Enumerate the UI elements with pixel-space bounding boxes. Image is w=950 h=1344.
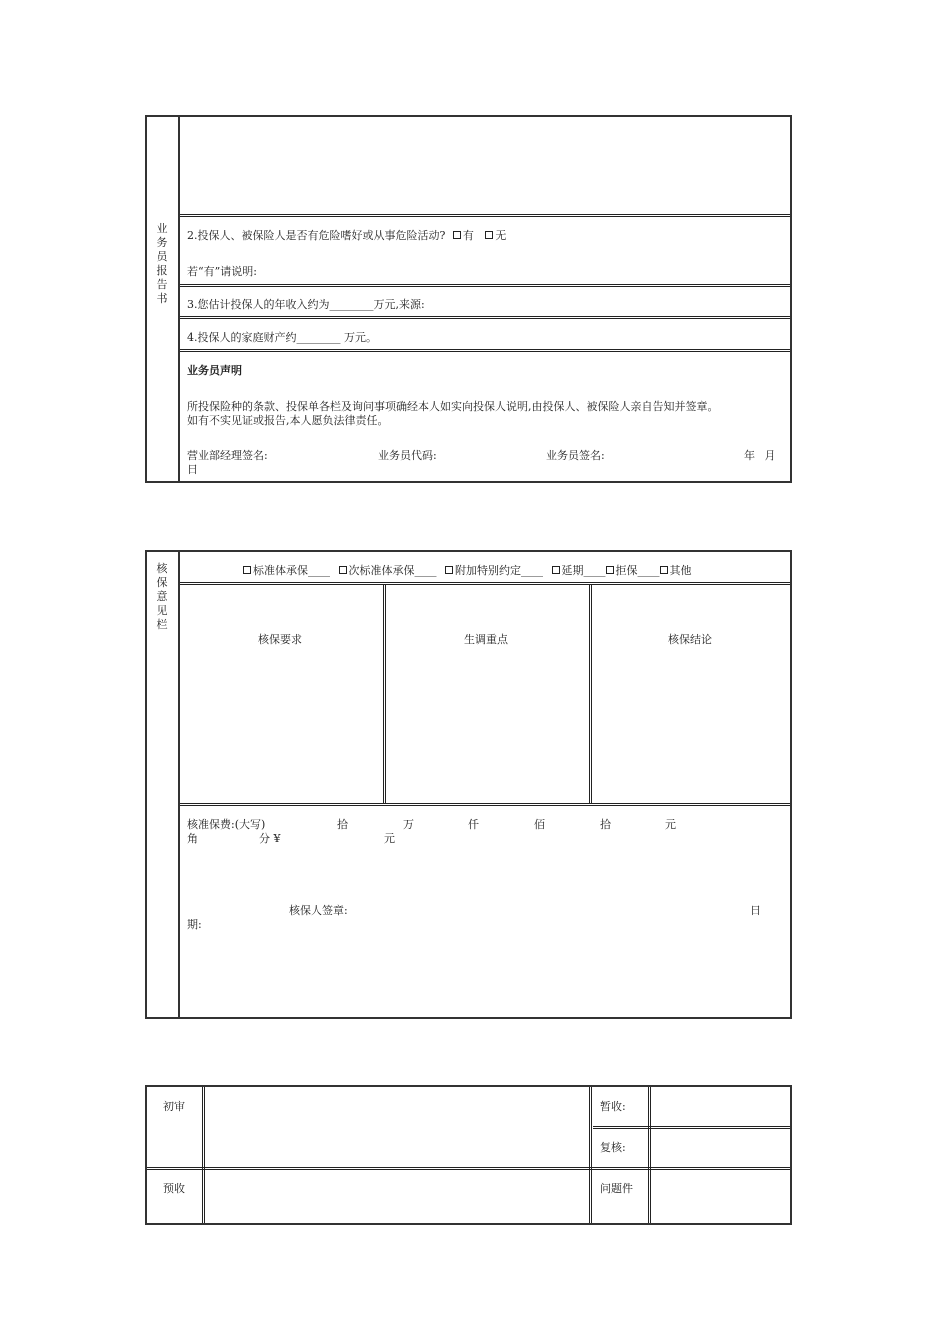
row-divider [180, 316, 790, 317]
col-divider [650, 1087, 651, 1223]
row-divider [147, 1169, 790, 1170]
agent-report-label: 业务员报告书 [156, 222, 168, 305]
decision-options [243, 562, 692, 578]
row-divider [180, 318, 790, 319]
agent-signature-label: 业务员签名: [546, 449, 605, 462]
recheck-label: 复核: [600, 1141, 626, 1154]
unit-wan: 万 [403, 818, 414, 831]
row-divider [180, 803, 790, 804]
question-3: 3.您估计投保人的年收入约为________万元,来源: [187, 298, 425, 311]
underwriter-signature-label: 核保人签章: [289, 904, 348, 917]
row-divider [147, 1167, 790, 1168]
row-divider [180, 214, 790, 215]
unit-bai: 佰 [534, 818, 545, 831]
option-postpone: 延期____ [561, 564, 606, 577]
option-substandard: 次标准体承保____ [348, 564, 437, 577]
col-divider [591, 584, 592, 804]
review-table [145, 1085, 792, 1225]
unit-shi: 拾 [337, 818, 348, 831]
date-year-month: 年 月 [744, 449, 776, 462]
option-no-label: 无 [495, 229, 507, 242]
option-standard: 标准体承保____ [253, 564, 330, 577]
problem-case-label: 问题件 [600, 1182, 633, 1195]
initial-review-label: 初审 [163, 1100, 185, 1113]
row-divider [180, 286, 790, 287]
col-divider [589, 1087, 590, 1223]
underwriting-conclusion-header: 核保结论 [668, 633, 712, 646]
date-label-b: 期: [187, 918, 202, 931]
unit-fen-yen: 分 ¥ [259, 832, 281, 845]
option-decline: 拒保____ [615, 564, 660, 577]
question-2 [187, 227, 506, 243]
underwriting-label: 核保意见栏 [156, 562, 168, 631]
checkbox-other[interactable] [660, 566, 668, 574]
row-divider [180, 284, 790, 285]
unit-yuan-2: 元 [384, 832, 395, 845]
declaration-title: 业务员声明 [187, 364, 242, 377]
checkbox-substandard[interactable] [339, 566, 347, 574]
investigation-focus-header: 生调重点 [464, 633, 508, 646]
row-divider [593, 1128, 790, 1129]
unit-yuan: 元 [665, 818, 676, 831]
pre-receipt-label: 预收 [163, 1182, 185, 1195]
question-2-explain: 若“有”请说明: [187, 265, 257, 278]
col-divider [383, 584, 384, 804]
declaration-line-1: 所投保险种的条款、投保单各栏及询问事项确经本人如实向投保人说明,由投保人、被保险人亲自告知并签章。 [187, 400, 719, 413]
col-divider [648, 1087, 649, 1223]
agent-code-label: 业务员代码: [378, 449, 437, 462]
approved-premium-label: 核准保费:(大写) [187, 818, 266, 831]
checkbox-standard[interactable] [243, 566, 251, 574]
col-divider [385, 584, 386, 804]
temp-receipt-label: 暂收: [600, 1100, 626, 1113]
checkbox-yes[interactable] [453, 231, 461, 239]
declaration-line-2: 如有不实见证或报告,本人愿负法律责任。 [187, 414, 389, 427]
row-divider [180, 216, 790, 217]
row-divider [180, 584, 790, 585]
checkbox-no[interactable] [485, 231, 493, 239]
question-4: 4.投保人的家庭财产约________ 万元。 [187, 331, 377, 344]
option-other: 其他 [669, 564, 692, 577]
underwriting-section [145, 550, 792, 1019]
row-divider [180, 582, 790, 583]
col-divider [202, 1087, 203, 1223]
row-divider [180, 805, 790, 806]
unit-jiao: 角 [187, 832, 198, 845]
row-divider [593, 1126, 790, 1127]
section2-divider [178, 552, 180, 1018]
section1-divider [178, 117, 180, 482]
checkbox-special-terms[interactable] [445, 566, 453, 574]
unit-shi-2: 拾 [600, 818, 611, 831]
col-divider [591, 1087, 592, 1223]
option-yes-label: 有 [462, 229, 474, 242]
date-day: 日 [187, 463, 198, 476]
row-divider [180, 349, 790, 350]
col-divider [589, 584, 590, 804]
checkbox-postpone[interactable] [552, 566, 560, 574]
row-divider [180, 351, 790, 352]
question-2-text: 2.投保人、被保险人是否有危险嗜好或从事危险活动? [187, 229, 446, 242]
checkbox-decline[interactable] [606, 566, 614, 574]
underwriting-requirements-header: 核保要求 [258, 633, 302, 646]
option-special-terms: 附加特别约定____ [455, 564, 543, 577]
manager-signature-label: 营业部经理签名: [187, 449, 268, 462]
unit-qian: 仟 [468, 818, 479, 831]
date-label-a: 日 [750, 904, 761, 917]
col-divider [204, 1087, 205, 1223]
